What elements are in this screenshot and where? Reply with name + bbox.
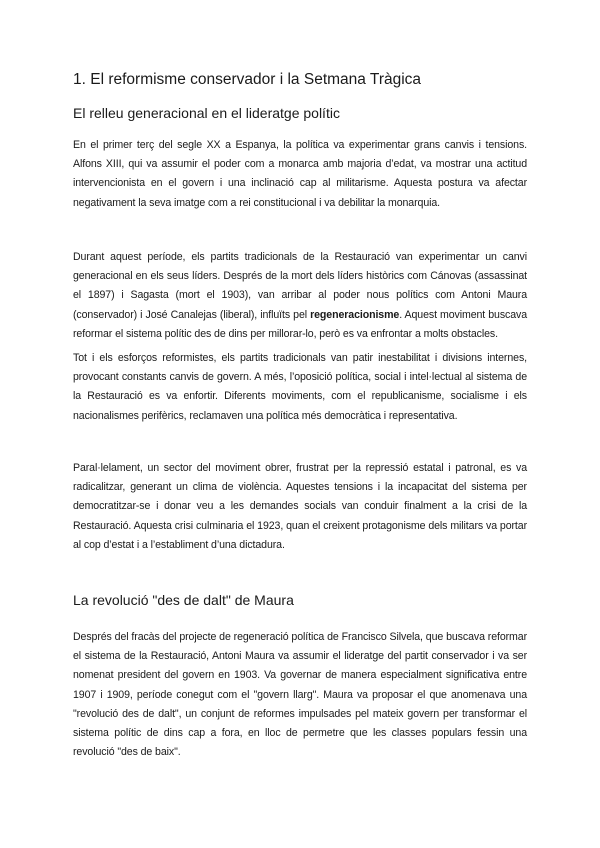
section-heading-maura: La revolució "des de dalt" de Maura — [73, 592, 294, 608]
paragraph-4: Paral·lelament, un sector del moviment obrer, frustrat per la repressió estatal i patronal, es va radicalitzar, generant un clima de violència. Aquestes tensions i la incapacitat del sistema per democratitzar-se i donar veu a les demandes socials van conduir finalment a la crisi de la Restauració. Aquesta crisi culminaria el 1923, quan el creixent protagonisme dels militars va portar al cop d’estat i a l’establiment d’una dictadura. — [73, 462, 527, 551]
paragraph-2 — [73, 248, 527, 344]
paragraph-2-text-a: Durant aquest període, els partits tradicionals de la Restauració van experimentar un canvi generacional en els seus líders. Després de la mort dels líders històrics com Cánovas (assassinat el 1897) i Sagasta (mort el 1903), van arribar al poder nous polítics com Antoni Maura (conservador) i José Canalejas (liberal), influïts pel — [73, 251, 527, 321]
document-title: 1. El reformisme conservador i la Setmana Tràgica — [73, 71, 422, 88]
regeneracionisme-term: regeneracionisme — [310, 308, 400, 321]
section-heading-relleu: El relleu generacional en el lideratge polític — [73, 105, 340, 121]
paragraph-5: Després del fracàs del projecte de regeneració política de Francisco Silvela, que buscava reformar el sistema de la Restauració, Antoni Maura va assumir el lideratge del partit conservador i va ser nomenat president del govern en 1903. Va governar de manera especialment significativa entre 1907 i 1909, període conegut com el "govern llarg". Maura va proposar el que anomenava una "revolució des de dalt", un conjunt de reformes impulsades pel mateix govern per transformar el sistema polític de dins cap a fora, en lloc de permetre que les classes populars fessin una revolució "des de baix". — [73, 631, 527, 759]
paragraph-2-text-b: . Aquest moviment buscava reformar el sistema polític des de dins per millorar-lo, però es va enfrontar a molts obstacles. — [73, 308, 527, 340]
paragraph-3: Tot i els esforços reformistes, els partits tradicionals van patir inestabilitat i divisions internes, provocant constants canvis de govern. A més, l’oposició política, social i intel·lectual al sistema de la Restauració es va enfortir. Diferents moviments, com el republicanisme, socialisme i els nacionalismes perifèrics, reclamaven una política més democràtica i representativa. — [73, 352, 527, 422]
paragraph-1: En el primer terç del segle XX a Espanya, la política va experimentar grans canvis i tensions. Alfons XIII, qui va assumir el poder com a monarca amb majoria d’edat, va mostrar una actitud intervencionista en el govern i una inclinació cap al militarisme. Aquesta postura va afectar negativament la seva imatge com a rei constitucional i va debilitar la monarquia. — [73, 139, 527, 209]
